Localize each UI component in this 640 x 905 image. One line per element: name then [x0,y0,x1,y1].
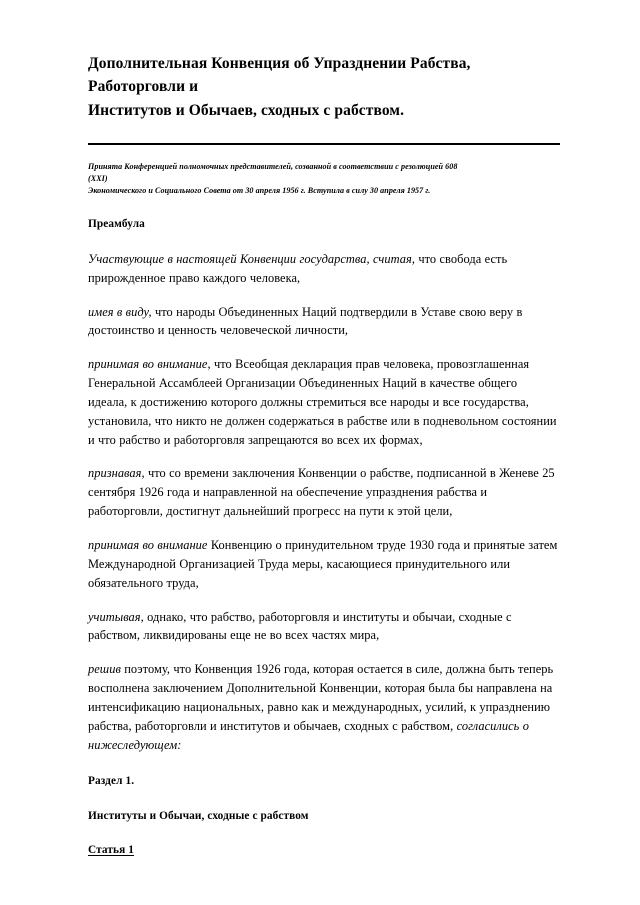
paragraph-lead-in: учитывая, [88,609,144,624]
credit-line-3: Экономического и Социального Совета от 30 апреля 1956 г. Вступила в силу 30 апреля 1957 г. [88,186,431,196]
preamble-paragraph-6 [88,608,558,646]
preamble-paragraph-7 [88,660,558,754]
article-heading: Статья 1 [88,843,134,856]
document-content [88,52,558,858]
paragraph-body: однако, что рабство, работорговля и институты и обычаи, сходные с рабством, ликвидированы еще не во всех частях мира, [88,609,512,643]
credit-line-1: Принята Конференцией полномочных представителей, созванной в соответствии с резолюцией 608 [88,161,458,171]
credit-line-2: (XXI) [88,174,108,184]
preamble-paragraph-4 [88,464,558,521]
preamble-paragraph-1 [88,250,558,288]
preamble-paragraph-5 [88,536,558,593]
title-divider [88,143,560,145]
paragraph-body: что Всеобщая декларация прав человека, провозглашенная Генеральной Ассамблеей Организации Объединенных Наций в качестве общего идеала, к достижению которого должны стремиться все народы и все государства, установила, что никто не должен содержаться в рабстве или в подневольном состоянии и что рабство и работорговля запрещаются во всех их формах, [88,357,557,447]
paragraph-lead-in: признавая, [88,466,145,481]
paragraph-lead-in: имея в виду, [88,304,152,319]
paragraph-body: что со времени заключения Конвенции о рабстве, подписанной в Женеве 25 сентября 1926 года и направленной на обеспечение упразднения рабства и работорговли, достигнут дальнейший прогресс на пути к этой цели, [88,466,555,519]
paragraph-lead-in: Участвующие в настоящей Конвенции государства, считая, [88,251,415,266]
title-line-1: Дополнительная Конвенция об Упразднении Рабства, [88,55,471,72]
paragraph-body: Конвенцию о принудительном труде 1930 года и принятые затем Международной Организацией Труда меры, касающиеся принудительного или обязательного труда, [88,538,558,590]
title-line-2: Работорговли и [88,78,199,96]
paragraph-body: что народы Объединенных Наций подтвердили в Уставе свою веру в достоинство и ценность человеческой личности, [88,304,523,338]
preamble-paragraph-3 [88,355,558,449]
paragraph-lead-in: принимая во внимание [88,538,208,553]
section-number-heading: Раздел 1. [88,775,135,788]
paragraph-lead-in: решив [88,662,121,677]
paragraph-body: поэтому, что Конвенция 1926 года, которая остается в силе, должна быть теперь восполнена заключением Дополнительной Конвенции, которая была бы направлена на интенсификацию национальных, равно как и международных, усилий, к упразднению рабства, работорговли и институтов и обычаев, сходных с рабством, [88,662,554,733]
preamble-heading: Преамбула [88,217,145,230]
preamble-paragraph-2 [88,303,558,341]
title-line-3: Институтов и Обычаев, сходных с рабством. [88,101,405,119]
paragraph-closing-phrase: согласились о нижеследующем: [88,718,529,752]
paragraph-body: что свобода есть прирожденное право каждого человека, [88,251,508,285]
page-title [88,52,558,122]
document-credit [88,161,558,198]
section-title-heading: Институты и Обычаи, сходные с рабством [88,809,309,822]
paragraph-lead-in: принимая во внимание, [88,357,211,372]
